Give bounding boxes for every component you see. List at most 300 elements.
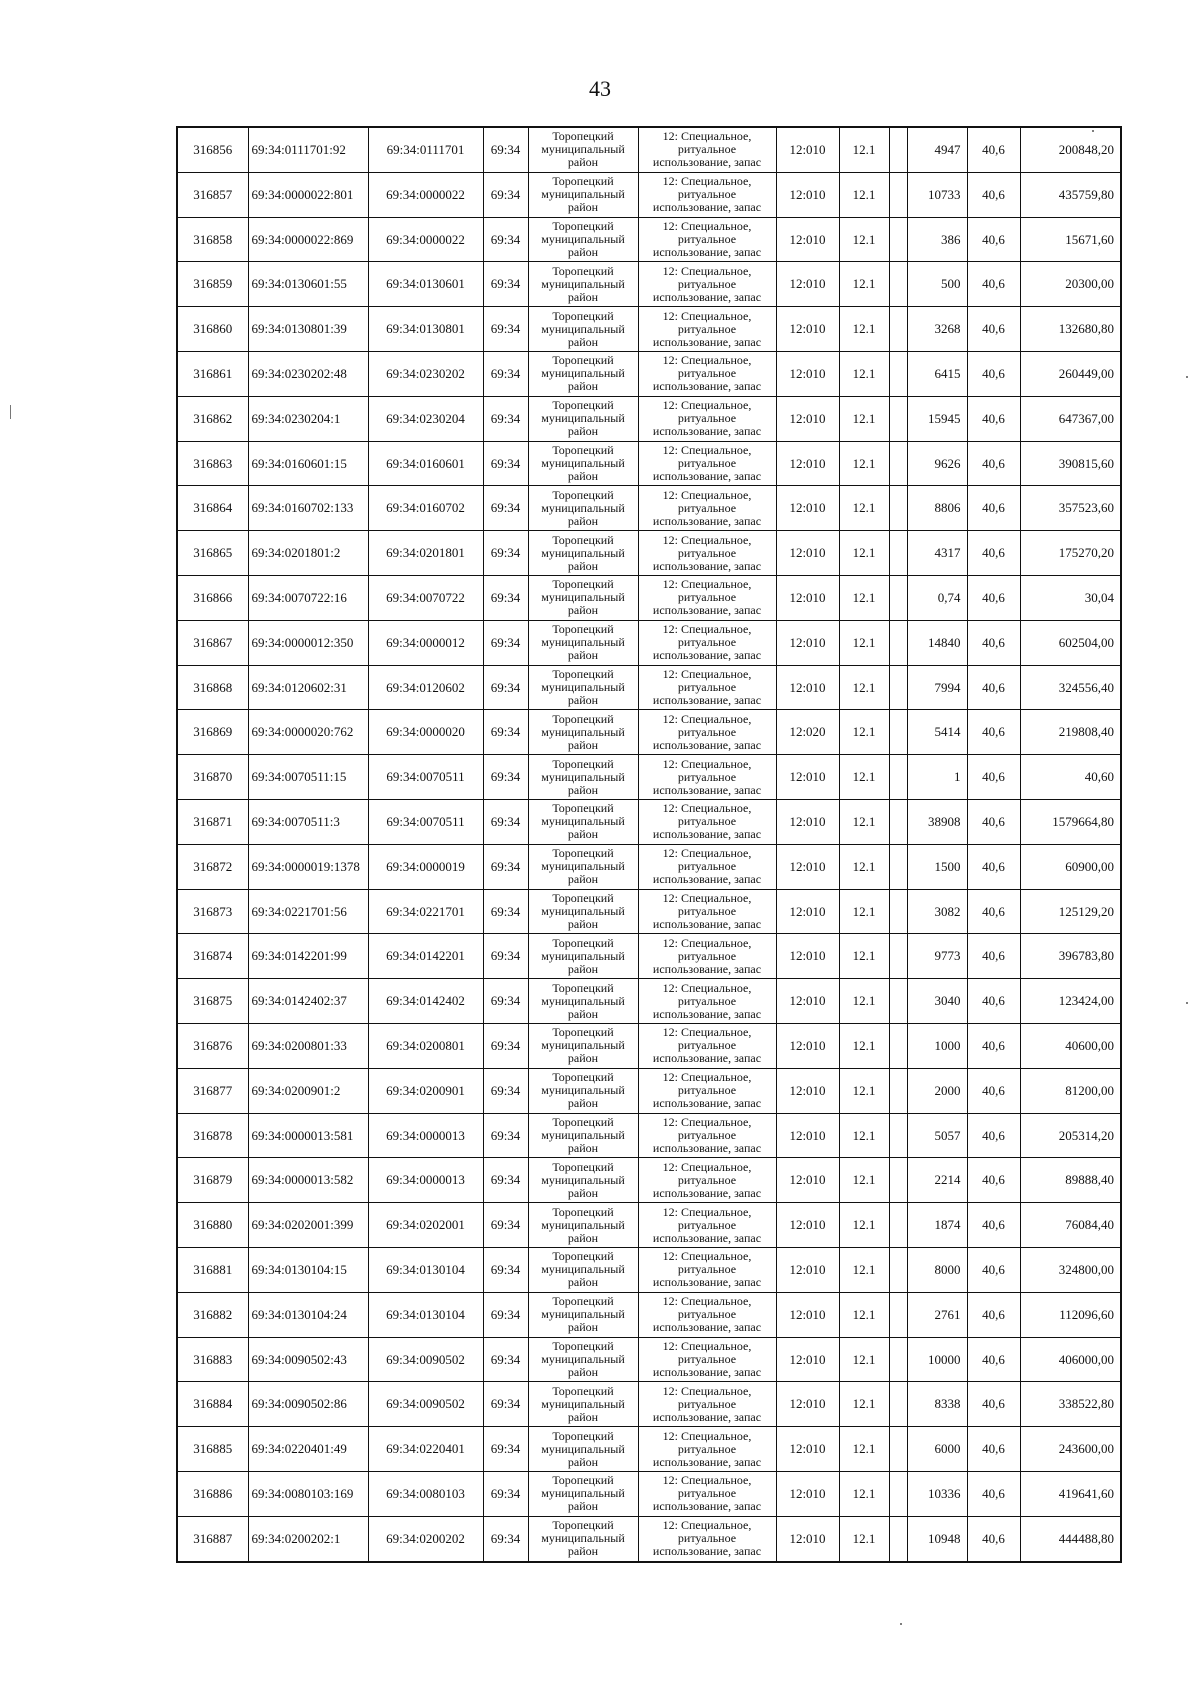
cell-record-id: 316867 [177,620,248,665]
cell-record-id: 316874 [177,934,248,979]
table-row [177,1427,1121,1472]
cell-land-area: 0,74 [907,575,967,620]
cell-specific-value: 40,6 [967,1113,1020,1158]
cell-district-code: 69:34 [483,1292,528,1337]
cell-cadastral-quarter: 69:34:0000013 [368,1113,483,1158]
cell-cadastral-number: 69:34:0000013:581 [248,1113,368,1158]
cell-cadastral-quarter: 69:34:0000020 [368,710,483,755]
cell-record-id: 316884 [177,1382,248,1427]
cell-land-use-group: 12: Специальное, ритуальное использование, запас [638,620,776,665]
cell-record-id: 316873 [177,889,248,934]
cell-land-area: 3268 [907,307,967,352]
scan-speck [1092,130,1094,132]
cell-land-area: 4317 [907,531,967,576]
cell-district-code: 69:34 [483,441,528,486]
cell-cadastral-number: 69:34:0000022:801 [248,172,368,217]
cell-cadastral-value: 260449,00 [1020,351,1121,396]
cell-land-use-group: 12: Специальное, ритуальное использование, запас [638,441,776,486]
cell-empty-cell [889,262,907,307]
cell-record-id: 316878 [177,1113,248,1158]
table-row [177,531,1121,576]
table-row [177,1471,1121,1516]
scan-edge-mark [10,405,11,419]
cell-land-area: 9626 [907,441,967,486]
cell-record-id: 316866 [177,575,248,620]
cell-group-code: 12:010 [776,486,839,531]
cell-group-code: 12:010 [776,1471,839,1516]
cell-specific-value: 40,6 [967,1337,1020,1382]
cell-empty-cell [889,217,907,262]
cell-cadastral-number: 69:34:0200202:1 [248,1516,368,1561]
cell-empty-cell [889,575,907,620]
cell-district-code: 69:34 [483,1337,528,1382]
cell-cadastral-quarter: 69:34:0130104 [368,1292,483,1337]
cell-cadastral-quarter: 69:34:0070722 [368,575,483,620]
cell-empty-cell [889,665,907,710]
cell-group-code: 12:010 [776,1292,839,1337]
table-row [177,1023,1121,1068]
cell-subgroup-code: 12.1 [839,1337,889,1382]
cell-municipality: Торопецкий муниципальный район [528,1382,638,1427]
table-row [177,1158,1121,1203]
cell-district-code: 69:34 [483,396,528,441]
cell-subgroup-code: 12.1 [839,217,889,262]
cell-cadastral-value: 123424,00 [1020,979,1121,1024]
cell-land-use-group: 12: Специальное, ритуальное использование, запас [638,575,776,620]
cell-record-id: 316871 [177,799,248,844]
table-row [177,441,1121,486]
cell-cadastral-value: 20300,00 [1020,262,1121,307]
cell-land-area: 8806 [907,486,967,531]
cell-cadastral-number: 69:34:0201801:2 [248,531,368,576]
cell-cadastral-value: 40,60 [1020,755,1121,800]
table-row [177,486,1121,531]
table-row [177,262,1121,307]
cell-cadastral-quarter: 69:34:0000013 [368,1158,483,1203]
cell-specific-value: 40,6 [967,1382,1020,1427]
cell-subgroup-code: 12.1 [839,531,889,576]
cell-subgroup-code: 12.1 [839,934,889,979]
cell-cadastral-number: 69:34:0070722:16 [248,575,368,620]
cell-cadastral-quarter: 69:34:0220401 [368,1427,483,1472]
cell-group-code: 12:010 [776,262,839,307]
cell-specific-value: 40,6 [967,531,1020,576]
cell-land-use-group: 12: Специальное, ритуальное использование, запас [638,799,776,844]
cell-group-code: 12:010 [776,575,839,620]
cell-municipality: Торопецкий муниципальный район [528,979,638,1024]
cell-subgroup-code: 12.1 [839,1292,889,1337]
cell-cadastral-value: 406000,00 [1020,1337,1121,1382]
cell-subgroup-code: 12.1 [839,1203,889,1248]
cell-subgroup-code: 12.1 [839,307,889,352]
table-row [177,1113,1121,1158]
cell-subgroup-code: 12.1 [839,172,889,217]
cell-cadastral-quarter: 69:34:0221701 [368,889,483,934]
cell-district-code: 69:34 [483,1247,528,1292]
cell-record-id: 316864 [177,486,248,531]
cell-specific-value: 40,6 [967,1068,1020,1113]
cell-cadastral-value: 205314,20 [1020,1113,1121,1158]
cell-cadastral-number: 69:34:0080103:169 [248,1471,368,1516]
cell-municipality: Торопецкий муниципальный район [528,1471,638,1516]
cell-cadastral-number: 69:34:0142201:99 [248,934,368,979]
cell-empty-cell [889,844,907,889]
cell-specific-value: 40,6 [967,1203,1020,1248]
cell-land-area: 386 [907,217,967,262]
cell-specific-value: 40,6 [967,486,1020,531]
cell-cadastral-quarter: 69:34:0080103 [368,1471,483,1516]
cell-cadastral-quarter: 69:34:0200801 [368,1023,483,1068]
cell-group-code: 12:010 [776,1203,839,1248]
table-row [177,217,1121,262]
cell-specific-value: 40,6 [967,1516,1020,1561]
cell-record-id: 316883 [177,1337,248,1382]
cell-land-area: 10733 [907,172,967,217]
cell-district-code: 69:34 [483,351,528,396]
cell-cadastral-quarter: 69:34:0000012 [368,620,483,665]
cell-cadastral-quarter: 69:34:0160702 [368,486,483,531]
cell-subgroup-code: 12.1 [839,1516,889,1561]
cell-empty-cell [889,979,907,1024]
cell-specific-value: 40,6 [967,262,1020,307]
cell-land-use-group: 12: Специальное, ритуальное использование, запас [638,755,776,800]
cell-land-use-group: 12: Специальное, ритуальное использование, запас [638,710,776,755]
cell-cadastral-number: 69:34:0111701:92 [248,127,368,172]
cell-cadastral-value: 200848,20 [1020,127,1121,172]
cell-empty-cell [889,710,907,755]
cell-land-use-group: 12: Специальное, ритуальное использование, запас [638,979,776,1024]
cell-empty-cell [889,1113,907,1158]
cell-cadastral-value: 419641,60 [1020,1471,1121,1516]
cell-cadastral-value: 132680,80 [1020,307,1121,352]
cell-land-use-group: 12: Специальное, ритуальное использование, запас [638,1247,776,1292]
cell-empty-cell [889,486,907,531]
cell-cadastral-number: 69:34:0070511:3 [248,799,368,844]
table-row [177,396,1121,441]
cell-land-use-group: 12: Специальное, ритуальное использование, запас [638,396,776,441]
cell-cadastral-quarter: 69:34:0202001 [368,1203,483,1248]
cell-record-id: 316861 [177,351,248,396]
cell-land-area: 3040 [907,979,967,1024]
cell-cadastral-number: 69:34:0130801:39 [248,307,368,352]
cell-group-code: 12:010 [776,844,839,889]
cell-empty-cell [889,307,907,352]
scan-speck [1186,1002,1188,1004]
cell-district-code: 69:34 [483,1113,528,1158]
cell-subgroup-code: 12.1 [839,755,889,800]
cell-record-id: 316868 [177,665,248,710]
cell-cadastral-quarter: 69:34:0201801 [368,531,483,576]
cell-subgroup-code: 12.1 [839,1247,889,1292]
cell-record-id: 316859 [177,262,248,307]
cell-subgroup-code: 12.1 [839,665,889,710]
cell-group-code: 12:010 [776,351,839,396]
cell-empty-cell [889,351,907,396]
cell-group-code: 12:010 [776,1427,839,1472]
cell-district-code: 69:34 [483,1158,528,1203]
cell-land-area: 2761 [907,1292,967,1337]
cell-group-code: 12:010 [776,217,839,262]
cell-cadastral-quarter: 69:34:0070511 [368,799,483,844]
cell-empty-cell [889,1427,907,1472]
cell-record-id: 316877 [177,1068,248,1113]
table-row [177,1292,1121,1337]
cell-subgroup-code: 12.1 [839,262,889,307]
cell-land-area: 1000 [907,1023,967,1068]
table-row [177,755,1121,800]
cell-land-use-group: 12: Специальное, ритуальное использование, запас [638,217,776,262]
cell-municipality: Торопецкий муниципальный район [528,1427,638,1472]
cell-municipality: Торопецкий муниципальный район [528,1158,638,1203]
cell-land-area: 1500 [907,844,967,889]
cell-group-code: 12:010 [776,934,839,979]
cell-specific-value: 40,6 [967,127,1020,172]
cell-district-code: 69:34 [483,844,528,889]
cell-group-code: 12:010 [776,979,839,1024]
cell-group-code: 12:010 [776,127,839,172]
table-row [177,665,1121,710]
cell-cadastral-number: 69:34:0090502:43 [248,1337,368,1382]
cell-cadastral-value: 175270,20 [1020,531,1121,576]
cell-municipality: Торопецкий муниципальный район [528,127,638,172]
table-row [177,1337,1121,1382]
cell-empty-cell [889,396,907,441]
cell-district-code: 69:34 [483,1023,528,1068]
cell-empty-cell [889,755,907,800]
cell-subgroup-code: 12.1 [839,1382,889,1427]
cell-record-id: 316869 [177,710,248,755]
cell-municipality: Торопецкий муниципальный район [528,351,638,396]
cell-empty-cell [889,620,907,665]
cell-municipality: Торопецкий муниципальный район [528,575,638,620]
cell-subgroup-code: 12.1 [839,844,889,889]
cell-land-use-group: 12: Специальное, ритуальное использование, запас [638,1113,776,1158]
cell-empty-cell [889,1337,907,1382]
cell-cadastral-value: 435759,80 [1020,172,1121,217]
cell-district-code: 69:34 [483,307,528,352]
cell-municipality: Торопецкий муниципальный район [528,889,638,934]
cell-cadastral-number: 69:34:0000012:350 [248,620,368,665]
table-row [177,620,1121,665]
cell-cadastral-value: 324556,40 [1020,665,1121,710]
cell-land-area: 8000 [907,1247,967,1292]
cell-district-code: 69:34 [483,1471,528,1516]
cell-empty-cell [889,1203,907,1248]
cell-land-use-group: 12: Специальное, ритуальное использование, запас [638,1292,776,1337]
cell-empty-cell [889,889,907,934]
cell-specific-value: 40,6 [967,217,1020,262]
cell-record-id: 316865 [177,531,248,576]
cell-group-code: 12:010 [776,1337,839,1382]
table-row [177,1203,1121,1248]
cell-subgroup-code: 12.1 [839,799,889,844]
cell-specific-value: 40,6 [967,1292,1020,1337]
cell-cadastral-value: 81200,00 [1020,1068,1121,1113]
cell-municipality: Торопецкий муниципальный район [528,262,638,307]
cell-group-code: 12:010 [776,620,839,665]
cell-district-code: 69:34 [483,217,528,262]
cell-cadastral-value: 243600,00 [1020,1427,1121,1472]
cell-municipality: Торопецкий муниципальный район [528,531,638,576]
cell-cadastral-quarter: 69:34:0130104 [368,1247,483,1292]
cell-group-code: 12:010 [776,1023,839,1068]
cell-municipality: Торопецкий муниципальный район [528,1068,638,1113]
cell-cadastral-quarter: 69:34:0120602 [368,665,483,710]
cell-record-id: 316863 [177,441,248,486]
cell-subgroup-code: 12.1 [839,710,889,755]
table-row [177,979,1121,1024]
cell-district-code: 69:34 [483,1382,528,1427]
cell-cadastral-value: 444488,80 [1020,1516,1121,1561]
cell-record-id: 316857 [177,172,248,217]
cell-cadastral-quarter: 69:34:0000022 [368,217,483,262]
cell-cadastral-value: 324800,00 [1020,1247,1121,1292]
cell-cadastral-number: 69:34:0130104:24 [248,1292,368,1337]
cell-district-code: 69:34 [483,799,528,844]
cell-empty-cell [889,441,907,486]
cell-land-use-group: 12: Специальное, ритуальное использование, запас [638,351,776,396]
cell-record-id: 316870 [177,755,248,800]
cell-land-use-group: 12: Специальное, ритуальное использование, запас [638,1471,776,1516]
cell-municipality: Торопецкий муниципальный район [528,665,638,710]
cell-group-code: 12:010 [776,889,839,934]
cell-cadastral-value: 30,04 [1020,575,1121,620]
cell-group-code: 12:010 [776,396,839,441]
cell-cadastral-number: 69:34:0200801:33 [248,1023,368,1068]
cell-municipality: Торопецкий муниципальный район [528,307,638,352]
cell-cadastral-number: 69:34:0130104:15 [248,1247,368,1292]
cell-record-id: 316882 [177,1292,248,1337]
cell-specific-value: 40,6 [967,1247,1020,1292]
cell-land-use-group: 12: Специальное, ритуальное использование, запас [638,262,776,307]
cell-district-code: 69:34 [483,172,528,217]
cell-district-code: 69:34 [483,1203,528,1248]
cell-group-code: 12:010 [776,1068,839,1113]
cell-empty-cell [889,1158,907,1203]
cell-cadastral-number: 69:34:0000013:582 [248,1158,368,1203]
cell-municipality: Торопецкий муниципальный район [528,441,638,486]
cell-municipality: Торопецкий муниципальный район [528,620,638,665]
cell-cadastral-quarter: 69:34:0090502 [368,1382,483,1427]
cell-record-id: 316875 [177,979,248,1024]
cell-specific-value: 40,6 [967,351,1020,396]
cell-specific-value: 40,6 [967,1158,1020,1203]
cell-municipality: Торопецкий муниципальный район [528,1023,638,1068]
cell-land-use-group: 12: Специальное, ритуальное использование, запас [638,1382,776,1427]
cell-municipality: Торопецкий муниципальный район [528,396,638,441]
cell-land-area: 1 [907,755,967,800]
cell-land-area: 7994 [907,665,967,710]
cell-cadastral-number: 69:34:0090502:86 [248,1382,368,1427]
cell-land-area: 6000 [907,1427,967,1472]
cell-subgroup-code: 12.1 [839,1068,889,1113]
cell-group-code: 12:010 [776,307,839,352]
cell-cadastral-number: 69:34:0160702:133 [248,486,368,531]
cell-specific-value: 40,6 [967,710,1020,755]
table-row [177,575,1121,620]
cell-group-code: 12:010 [776,441,839,486]
cell-land-area: 14840 [907,620,967,665]
cell-group-code: 12:010 [776,1382,839,1427]
cell-cadastral-number: 69:34:0202001:399 [248,1203,368,1248]
cell-district-code: 69:34 [483,486,528,531]
cadastral-value-table [176,126,1122,1563]
cell-land-use-group: 12: Специальное, ритуальное использование, запас [638,1158,776,1203]
cell-cadastral-quarter: 69:34:0230204 [368,396,483,441]
cell-cadastral-number: 69:34:0230204:1 [248,396,368,441]
cell-cadastral-number: 69:34:0200901:2 [248,1068,368,1113]
cell-cadastral-number: 69:34:0130601:55 [248,262,368,307]
cell-cadastral-value: 89888,40 [1020,1158,1121,1203]
table-row [177,1382,1121,1427]
cell-cadastral-number: 69:34:0221701:56 [248,889,368,934]
cell-cadastral-value: 219808,40 [1020,710,1121,755]
cell-district-code: 69:34 [483,1068,528,1113]
cell-empty-cell [889,1382,907,1427]
cell-group-code: 12:020 [776,710,839,755]
cell-municipality: Торопецкий муниципальный район [528,799,638,844]
cell-municipality: Торопецкий муниципальный район [528,1292,638,1337]
cell-district-code: 69:34 [483,755,528,800]
cell-land-use-group: 12: Специальное, ритуальное использование, запас [638,889,776,934]
cell-cadastral-quarter: 69:34:0090502 [368,1337,483,1382]
cell-specific-value: 40,6 [967,307,1020,352]
cell-group-code: 12:010 [776,755,839,800]
table-row [177,889,1121,934]
cell-cadastral-number: 69:34:0000019:1378 [248,844,368,889]
cell-cadastral-quarter: 69:34:0130601 [368,262,483,307]
cell-municipality: Торопецкий муниципальный район [528,217,638,262]
cell-record-id: 316856 [177,127,248,172]
cell-specific-value: 40,6 [967,979,1020,1024]
cell-land-area: 6415 [907,351,967,396]
cell-record-id: 316862 [177,396,248,441]
cell-district-code: 69:34 [483,531,528,576]
cell-subgroup-code: 12.1 [839,575,889,620]
cell-cadastral-number: 69:34:0220401:49 [248,1427,368,1472]
cell-municipality: Торопецкий муниципальный район [528,1113,638,1158]
cell-empty-cell [889,531,907,576]
cell-land-area: 500 [907,262,967,307]
cell-cadastral-quarter: 69:34:0200901 [368,1068,483,1113]
cell-land-use-group: 12: Специальное, ритуальное использование, запас [638,1516,776,1561]
cell-land-area: 10336 [907,1471,967,1516]
cell-district-code: 69:34 [483,1516,528,1561]
cell-subgroup-code: 12.1 [839,396,889,441]
cell-district-code: 69:34 [483,127,528,172]
cell-subgroup-code: 12.1 [839,127,889,172]
cell-district-code: 69:34 [483,262,528,307]
cell-group-code: 12:010 [776,1516,839,1561]
cell-land-use-group: 12: Специальное, ритуальное использование, запас [638,1023,776,1068]
cell-district-code: 69:34 [483,710,528,755]
cell-empty-cell [889,1068,907,1113]
cell-cadastral-value: 15671,60 [1020,217,1121,262]
cell-specific-value: 40,6 [967,441,1020,486]
table-row [177,934,1121,979]
cell-municipality: Торопецкий муниципальный район [528,486,638,531]
cell-record-id: 316858 [177,217,248,262]
cell-empty-cell [889,1471,907,1516]
cell-district-code: 69:34 [483,665,528,710]
cell-land-use-group: 12: Специальное, ритуальное использование, запас [638,1203,776,1248]
cell-cadastral-value: 396783,80 [1020,934,1121,979]
cell-land-use-group: 12: Специальное, ритуальное использование, запас [638,1427,776,1472]
cell-record-id: 316885 [177,1427,248,1472]
cell-cadastral-quarter: 69:34:0142402 [368,979,483,1024]
cell-subgroup-code: 12.1 [839,889,889,934]
cell-cadastral-value: 390815,60 [1020,441,1121,486]
